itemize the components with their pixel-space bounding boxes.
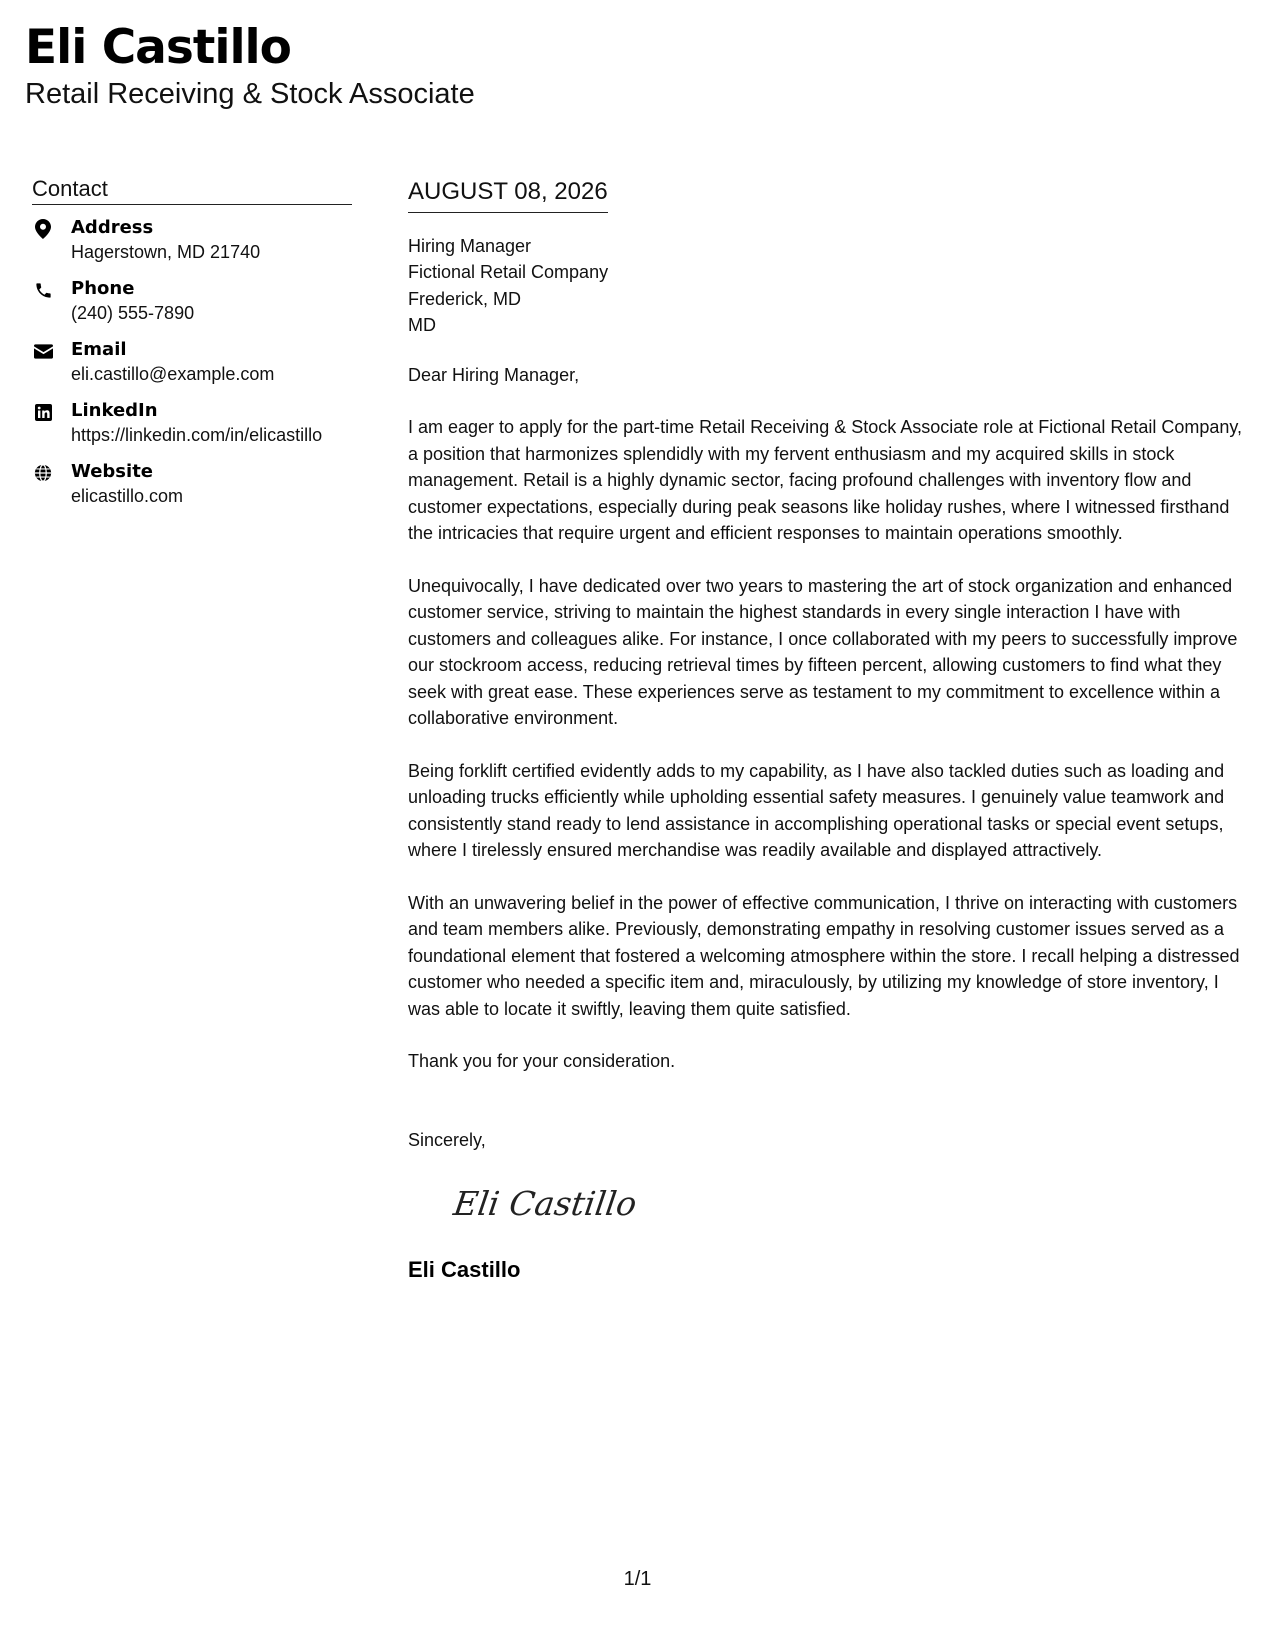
recipient-line: Fictional Retail Company	[408, 262, 609, 283]
letter-body	[408, 176, 1248, 1284]
website-value[interactable]: elicastillo.com	[71, 486, 184, 506]
closing-line: Thank you for your consideration.	[408, 1051, 676, 1072]
linkedin-icon	[32, 401, 54, 423]
svg-text:Eli Castillo: Eli Castillo	[451, 1183, 640, 1223]
contact-linkedin	[32, 398, 352, 448]
phone-icon	[32, 279, 54, 301]
contact-heading: Contact	[32, 175, 352, 205]
linkedin-value[interactable]: https://linkedin.com/in/elicastillo	[71, 425, 323, 445]
salutation: Dear Hiring Manager,	[408, 365, 580, 386]
letter-paragraph: I am eager to apply for the part-time Retail Receiving & Stock Associate role at Fictional Retail Company, a position that harmonizes splendidly with my fervent enthusiasm and my acquired skills in stock management. Retail is a highly dynamic sector, facing profound challenges with inventory flow and customer expectations, especially during peak seasons like holiday rushes, where I witnessed firsthand the intricacies that require urgent and efficient responses to maintain operations smoothly.	[408, 417, 1243, 544]
applicant-name: Eli Castillo	[25, 20, 291, 75]
recipient-block	[408, 233, 1248, 338]
letter-paragraph: Unequivocally, I have dedicated over two years to mastering the art of stock organization and enhanced customer service, striving to maintain the highest standards in every single interaction I have with customers and colleagues alike. For instance, I once collaborated with my peers to successfully improve our stockroom access, reducing retrieval times by fifteen percent, allowing customers to find what they seek with great ease. These experiences serve as testament to my commitment to excellence within a collaborative environment.	[408, 575, 1238, 729]
page-number: 1/1	[623, 1568, 652, 1590]
contact-address	[32, 215, 352, 265]
recipient-line: Hiring Manager	[408, 236, 532, 256]
contact-sidebar	[32, 175, 352, 520]
email-label: Email	[71, 339, 127, 360]
address-label: Address	[71, 217, 154, 238]
address-value: Hagerstown, MD 21740	[71, 242, 261, 262]
signer-name: Eli Castillo	[408, 1256, 521, 1282]
contact-phone	[32, 276, 352, 326]
letter-paragraph: Being forklift certified evidently adds to my capability, as I have also tackled duties such as loading and unloading trucks efficiently while upholding essential safety measures. I genuinely value teamwork and consistently stand ready to lend assistance in accomplishing operational tasks or special event setups, where I tirelessly ensured merchandise was readily available and displayed attractively.	[408, 760, 1225, 861]
email-value[interactable]: eli.castillo@example.com	[71, 364, 275, 384]
website-label: Website	[71, 461, 154, 482]
header	[25, 20, 475, 112]
phone-label: Phone	[71, 278, 135, 299]
recipient-line: MD	[408, 314, 436, 335]
linkedin-label: LinkedIn	[71, 400, 158, 421]
globe-icon	[32, 462, 54, 484]
map-pin-icon	[32, 218, 54, 240]
recipient-line: Frederick, MD	[408, 288, 522, 309]
signoff: Sincerely,	[408, 1129, 486, 1150]
contact-email	[32, 337, 352, 387]
letter-date: AUGUST 08, 2026	[408, 176, 608, 213]
letter-paragraph: With an unwavering belief in the power of effective communication, I thrive on interacting with customers and team members alike. Previously, demonstrating empathy in resolving customer issues served as a foundational element that fostered a welcoming atmosphere within the store. I recall helping a distressed customer who needed a specific item and, miraculously, by utilizing my knowledge of store inventory, I was able to locate it swiftly, leaving them quite satisfied.	[408, 892, 1240, 1019]
contact-website	[32, 459, 352, 509]
signature-image	[448, 1175, 648, 1235]
envelope-icon	[32, 340, 54, 362]
phone-value[interactable]: (240) 555-7890	[71, 303, 195, 323]
job-title: Retail Receiving & Stock Associate	[25, 78, 475, 110]
